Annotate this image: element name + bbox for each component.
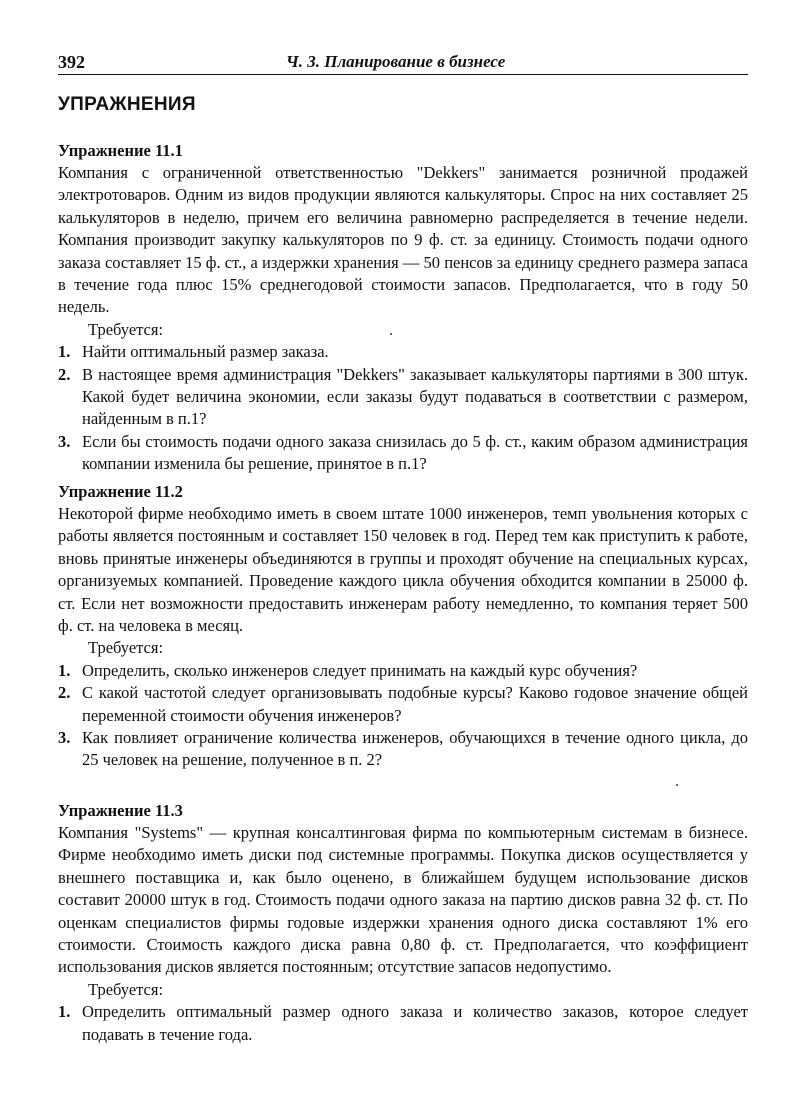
task-text: Если бы стоимость подачи одного заказа снизилась до 5 ф. ст., каким образом администрация компании изменила бы решение, принятое в п.1?: [82, 431, 748, 474]
task-text: С какой частотой следует организовывать подобные курсы? Каково годовое значение общей переменной стоимости обучения инженеров?: [82, 683, 748, 725]
task-item: [58, 431, 748, 476]
required-label: Требуется:: [88, 638, 164, 658]
task-text: Как повлияет ограничение количества инженеров, обучающихся в течение одного цикла, до 25 человек на решение, полученное в п. 2?: [82, 728, 748, 770]
task-item: [58, 682, 748, 727]
task-text: Найти оптимальный размер заказа.: [82, 342, 329, 362]
exercise-text: Компания "Systems" — крупная консалтинговая фирма по компьютерным системам в бизнесе. Фирме необходимо иметь диски под системные программы. Покупка дисков осуществляется у внешнего поставщика и, как было оценено, в ближайшем будущем использование дисков составит 20000 штук в год. Стоимость подачи одного заказа на партию дисков равна 32 ф. ст. По оценкам специалистов фирмы годовые издержки хранения одного диска составляют 1% его стоимости. Стоимость каждого диска равна 0,80 ф. ст. Предполагается, что коэффициент использования дисков является постоянным; отсутствие запасов недопустимо.: [58, 823, 748, 977]
task-number: 1.: [58, 1002, 71, 1022]
task-text: Определить оптимальный размер одного заказа и количество заказов, которое следует подавать в течение года.: [82, 1002, 748, 1044]
task-number: 2.: [58, 364, 71, 384]
task-number: 3.: [58, 431, 71, 451]
task-item: [58, 341, 748, 363]
task-item: [58, 727, 748, 772]
required-label: Требуется:: [88, 319, 164, 339]
task-list: [58, 1001, 748, 1046]
exercise-11-2: [58, 481, 748, 772]
page-number: 392: [58, 52, 85, 72]
section-heading: УПРАЖНЕНИЯ: [58, 94, 196, 115]
exercise-text: Компания с ограниченной ответственностью "Dekkers" занимается розничной продажей электротоваров. Одним из видов продукции являются калькуляторы. Спрос на них составляет 25 калькуляторов в неделю, причем его величина равномерно распределяется в течение недели. Компания производит закупку калькуляторов по 9 ф. ст. за единицу. Стоимость подачи одного заказа составляет 15 ф. ст., а издержки хранения — 50 пенсов за единицу среднего размера запаса в течение года плюс 15% среднегодовой стоимости запасов. Предполагается, что в году 50 недель.: [58, 163, 748, 317]
task-number: 2.: [58, 683, 71, 703]
exercise-title: Упражнение 11.2: [58, 482, 183, 501]
task-text: Определить, сколько инженеров следует принимать на каждый курс обучения?: [82, 660, 638, 680]
task-number: 1.: [58, 342, 71, 362]
task-list: [58, 660, 748, 772]
running-title: Ч. 3. Планирование в бизнесе: [286, 52, 506, 71]
task-list: [58, 341, 748, 475]
task-number: 1.: [58, 660, 71, 680]
task-item: [58, 660, 748, 682]
running-header: [58, 52, 748, 75]
task-item: [58, 364, 748, 431]
exercise-11-1: [58, 140, 748, 476]
required-label: Требуется:: [88, 979, 164, 999]
task-number: 3.: [58, 728, 71, 748]
scan-speck: [676, 784, 678, 786]
exercise-title: Упражнение 11.1: [58, 141, 183, 160]
task-text: В настоящее время администрация "Dekkers" заказывает калькуляторы партиями в 300 штук. Какой будет величина экономии, если заказы будут подаваться в соответствии с размером, найденным в п.1?: [82, 364, 748, 429]
scan-speck: [390, 333, 392, 335]
exercise-text: Некоторой фирме необходимо иметь в своем штате 1000 инженеров, темп увольнения которых с работы является постоянным и составляет 150 человек в год. Перед тем как приступить к работе, вновь принятые инженеры объединяются в группы и проходят обучение на специальных курсах, организуемых компанией. Проведение каждого цикла обучения обходится компании в 25000 ф. ст. Если нет возможности предоставить инженерам работу немедленно, то компания теряет 500 ф. ст. на человека в месяц.: [58, 504, 748, 636]
exercise-11-3: [58, 800, 748, 1046]
task-item: [58, 1001, 748, 1046]
exercise-title: Упражнение 11.3: [58, 801, 183, 820]
